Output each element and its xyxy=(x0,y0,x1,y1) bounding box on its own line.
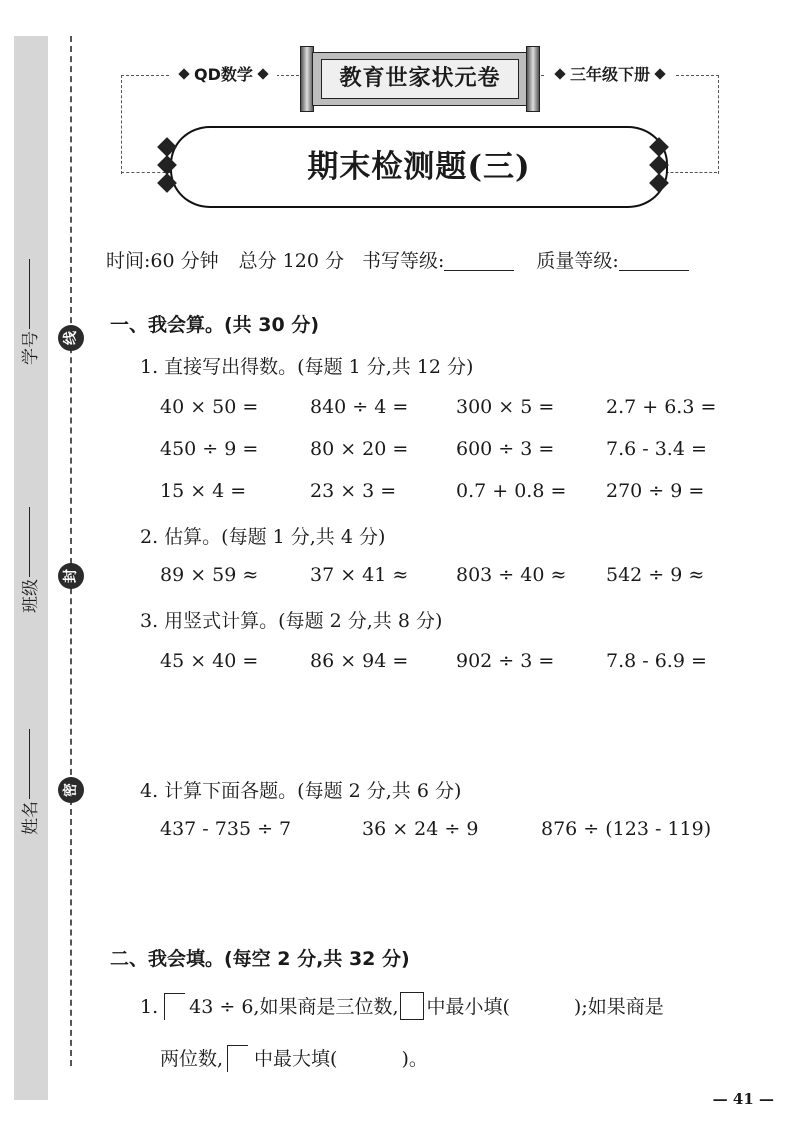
cut-line xyxy=(70,36,72,1066)
question-text: 中最大填( xyxy=(254,1048,338,1070)
calc-item: 0.7 + 0.8 = xyxy=(456,480,567,502)
mixed-calc-item: 876 ÷ (123 - 119) xyxy=(541,818,712,840)
quality-grade-blank[interactable] xyxy=(619,270,689,271)
estimate-item: 37 × 41 ≈ xyxy=(310,564,409,586)
digit-box[interactable] xyxy=(400,992,424,1020)
series-banner xyxy=(300,46,540,112)
mixed-calc-item: 437 - 735 ÷ 7 xyxy=(160,818,292,840)
calc-item: 7.6 - 3.4 = xyxy=(606,438,707,460)
scroll-roll-right xyxy=(526,46,540,112)
diamond-icon xyxy=(554,68,565,79)
calc-item: 2.7 + 6.3 = xyxy=(606,396,717,418)
diamond-icon xyxy=(178,68,189,79)
name-label: 姓名 xyxy=(21,801,41,835)
subject-tag-text: QD数学 xyxy=(194,65,253,84)
estimate-item: 542 ÷ 9 ≈ xyxy=(606,564,705,586)
page-number: — 41 — xyxy=(712,1090,774,1108)
calc-item: 300 × 5 = xyxy=(456,396,555,418)
question-text: );如果商是 xyxy=(573,996,664,1018)
total-score: 总分 120 分 xyxy=(238,250,344,272)
question-number: 1. xyxy=(140,996,159,1018)
student-id-label: 学号 xyxy=(21,331,41,365)
name-blank[interactable] xyxy=(29,729,30,799)
quality-grade-label: 质量等级: xyxy=(536,250,619,272)
calc-item: 840 ÷ 4 = xyxy=(310,396,409,418)
calc-item: 40 × 50 = xyxy=(160,396,259,418)
calc-item: 270 ÷ 9 = xyxy=(606,480,705,502)
q4-label: 4. 计算下面各题。(每题 2 分,共 6 分) xyxy=(140,780,462,802)
calc-item: 600 ÷ 3 = xyxy=(456,438,555,460)
diamond-icon xyxy=(257,68,268,79)
grade-tag xyxy=(546,62,674,88)
section-2-heading: 二、我会填。(每空 2 分,共 32 分) xyxy=(110,948,410,970)
digit-box[interactable] xyxy=(227,1045,248,1072)
time-limit: 时间:60 分钟 xyxy=(106,250,219,272)
banner-body xyxy=(312,52,528,106)
section-1-heading: 一、我会算。(共 30 分) xyxy=(110,314,320,336)
seal-line: 线 xyxy=(58,325,84,351)
vertical-calc-item: 902 ÷ 3 = xyxy=(456,650,555,672)
grade-tag-text: 三年级下册 xyxy=(570,65,651,84)
calc-item: 23 × 3 = xyxy=(310,480,397,502)
q2-label: 2. 估算。(每题 1 分,共 4 分) xyxy=(140,526,386,548)
class-field[interactable] xyxy=(16,493,46,613)
writing-grade-blank[interactable] xyxy=(444,270,514,271)
fill-question-1 xyxy=(140,992,664,1020)
seal-secret: 密 xyxy=(58,777,84,803)
diamond-icon xyxy=(654,68,665,79)
question-text: )。 xyxy=(401,1048,428,1070)
calc-item: 80 × 20 = xyxy=(310,438,409,460)
question-text: 中最小填( xyxy=(426,996,510,1018)
banner-text: 教育世家状元卷 xyxy=(321,59,519,99)
exam-info xyxy=(106,246,689,273)
student-id-field[interactable] xyxy=(16,245,46,365)
digit-box[interactable] xyxy=(164,993,185,1020)
subject-tag xyxy=(170,62,277,88)
writing-grade-label: 书写等级: xyxy=(361,250,445,272)
q1-label: 1. 直接写出得数。(每题 1 分,共 12 分) xyxy=(140,356,474,378)
page-title: 期末检测题(三) xyxy=(170,126,668,208)
vertical-calc-item: 45 × 40 = xyxy=(160,650,259,672)
q3-label: 3. 用竖式计算。(每题 2 分,共 8 分) xyxy=(140,610,443,632)
class-label: 班级 xyxy=(21,579,41,613)
student-id-blank[interactable] xyxy=(29,259,30,329)
class-blank[interactable] xyxy=(29,507,30,577)
vertical-calc-item: 7.8 - 6.9 = xyxy=(606,650,707,672)
mixed-calc-item: 36 × 24 ÷ 9 xyxy=(362,818,479,840)
vertical-calc-item: 86 × 94 = xyxy=(310,650,409,672)
fill-question-1-cont xyxy=(160,1044,428,1072)
question-text: 两位数, xyxy=(160,1048,224,1070)
estimate-item: 89 × 59 ≈ xyxy=(160,564,259,586)
seal-seal: 封 xyxy=(58,563,84,589)
estimate-item: 803 ÷ 40 ≈ xyxy=(456,564,567,586)
calc-item: 450 ÷ 9 = xyxy=(160,438,259,460)
question-text: 43 ÷ 6,如果商是三位数, xyxy=(189,996,399,1018)
calc-item: 15 × 4 = xyxy=(160,480,247,502)
name-field[interactable] xyxy=(16,715,46,835)
